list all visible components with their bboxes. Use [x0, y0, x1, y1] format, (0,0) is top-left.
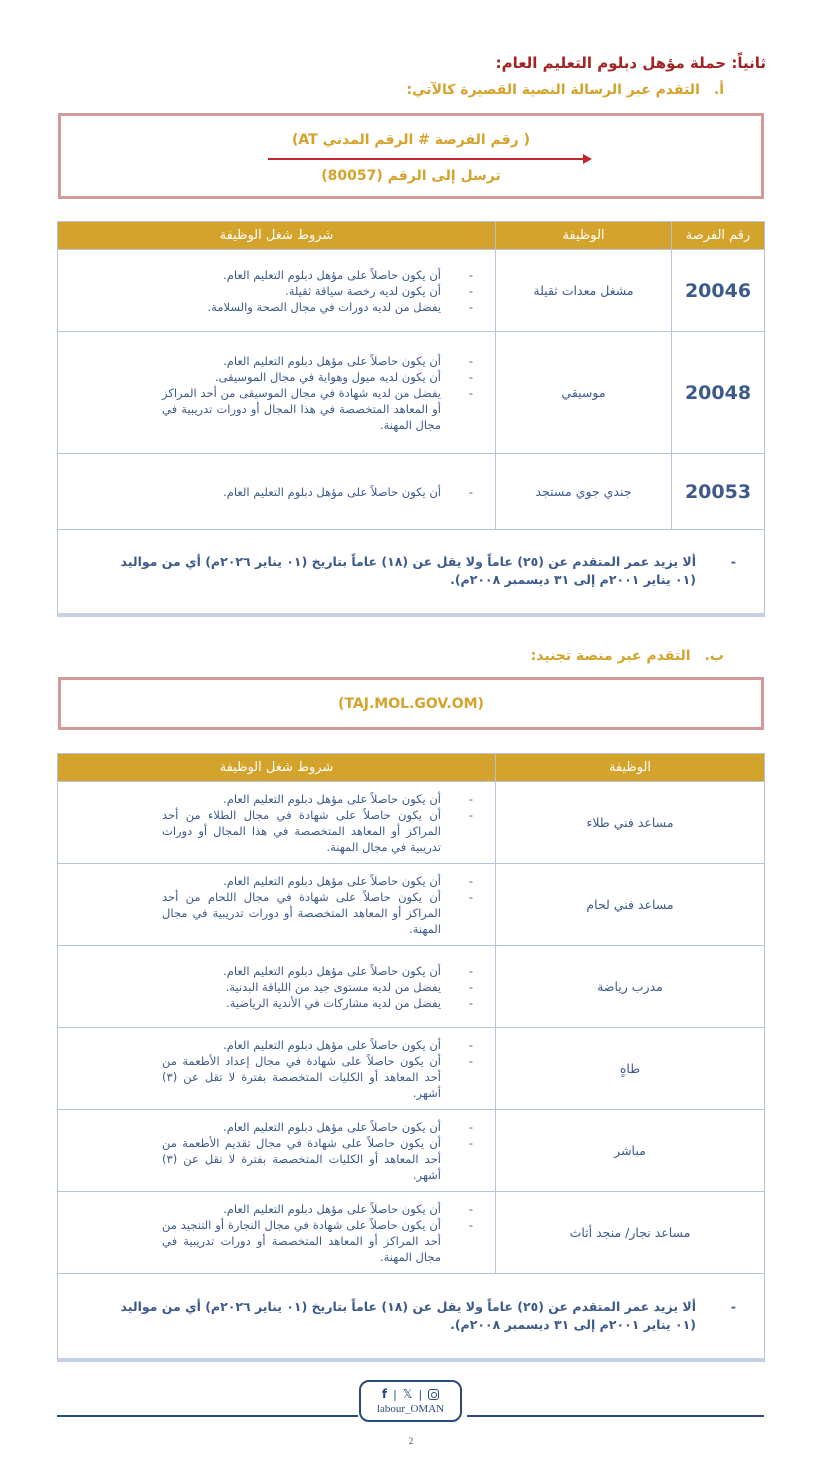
condition-item: - أن يكون حاصلاً على مؤهل دبلوم التعليم العام.: [162, 791, 473, 807]
facebook-icon[interactable]: f: [381, 1387, 388, 1401]
job-title: مساعد نجار/ منجد أثاث: [496, 1192, 765, 1274]
condition-item: - أن يكون لديه ميول وهواية في مجال الموسيقى.: [162, 369, 473, 385]
job-title: مساعد فني لحام: [496, 864, 765, 946]
condition-item: - أن يكون حاصلاً على مؤهل دبلوم التعليم العام.: [162, 1119, 473, 1135]
header-conditions: شروط شغل الوظيفة: [58, 754, 496, 782]
condition-item: - أن يكون حاصلاً على شهادة في مجال إعداد الأطعمة من أحد المعاهد أو الكليات المتخصصة بفترة لا تقل عن (٣) أشهر.: [162, 1053, 473, 1101]
age-requirement-text: - ألا يزيد عمر المتقدم عن (٢٥) عاماً ولا يقل عن (١٨) عاماً بتاريخ (٠١ يناير ٢٠٢٦م) أي من مواليد (٠١ يناير ٢٠٠١م إلى ٣١ ديسمبر ٢٠٠٨م).: [108, 1298, 736, 1334]
job-title: جندي جوي مستجد: [496, 454, 672, 530]
condition-item: - أن يكون حاصلاً على مؤهل دبلوم التعليم العام.: [162, 267, 473, 283]
job-conditions: [58, 946, 496, 1028]
sub-heading-marker: ب.: [704, 648, 724, 664]
arrow-right-icon: [268, 158, 584, 160]
job-title: مشغل معدات ثقيلة: [496, 250, 672, 332]
opportunity-number: 20048: [672, 332, 765, 454]
job-conditions: [58, 250, 496, 332]
table-row: [58, 1192, 765, 1274]
job-title: موسيقي: [496, 332, 672, 454]
platform-url[interactable]: (TAJ.MOL.GOV.OM): [338, 696, 484, 712]
condition-item: - أن يكون حاصلاً على مؤهل دبلوم التعليم العام.: [162, 1037, 473, 1053]
age-requirement-note: [58, 1274, 765, 1360]
sms-format: ( رقم الفرصة # الرقم المدني AT): [291, 132, 530, 148]
condition-item: - يفضل من لديه مشاركات في الأندية الرياضية.: [162, 995, 473, 1011]
table-header-row: [58, 754, 765, 782]
job-conditions: [58, 864, 496, 946]
opportunity-number: 20053: [672, 454, 765, 530]
job-conditions: [58, 454, 496, 530]
table-row: [58, 454, 765, 530]
table-row: [58, 946, 765, 1028]
job-conditions: [58, 1110, 496, 1192]
age-requirement-note: [58, 530, 765, 615]
opportunity-number: 20046: [672, 250, 765, 332]
x-twitter-icon[interactable]: 𝕏: [402, 1387, 413, 1401]
separator: |: [393, 1387, 397, 1401]
header-job: الوظيفة: [496, 222, 672, 250]
footer-divider-right: [467, 1415, 764, 1417]
sub-heading-marker: أ.: [713, 82, 724, 98]
condition-item: - أن يكون حاصلاً على مؤهل دبلوم التعليم العام.: [162, 353, 473, 369]
table-header-row: [58, 222, 765, 250]
condition-item: - يفضل من لديه دورات في مجال الصحة والسلامة.: [162, 299, 473, 315]
platform-url-box: [58, 677, 764, 730]
section-title: ثانياً: حملة مؤهل دبلوم التعليم العام:: [495, 54, 766, 72]
table-row: [58, 1110, 765, 1192]
condition-item: - أن يكون حاصلاً على شهادة في مجال النجارة أو التنجيد من أحد المراكز أو المعاهد المتخصصة أو دورات تدريبية في مجال المهنة.: [162, 1217, 473, 1265]
sub-heading-platform: [531, 648, 724, 664]
table-row: [58, 1028, 765, 1110]
condition-item: - أن يكون حاصلاً على مؤهل دبلوم التعليم العام.: [162, 963, 473, 979]
jobs-table-platform: [57, 753, 765, 1362]
sms-send-to: ترسل إلى الرقم (80057): [321, 168, 501, 184]
table-row: [58, 782, 765, 864]
condition-item: - أن يكون حاصلاً على شهادة في مجال الطلاء من أحد المراكز أو المعاهد المتخصصة في هذا المجال أو دورات تدريبية في مجال المهنة.: [162, 807, 473, 855]
condition-item: - أن يكون حاصلاً على مؤهل دبلوم التعليم العام.: [162, 484, 473, 500]
social-media-badge: [359, 1380, 462, 1422]
job-conditions: [58, 332, 496, 454]
sub-heading-label: التقدم عبر الرسالة النصية القصيرة كالآتي:: [406, 82, 700, 98]
condition-item: - يفضل من لديه مستوى جيد من اللياقة البدنية.: [162, 979, 473, 995]
job-conditions: [58, 782, 496, 864]
job-conditions: [58, 1192, 496, 1274]
condition-item: - أن يكون حاصلاً على مؤهل دبلوم التعليم العام.: [162, 1201, 473, 1217]
condition-item: - أن يكون لديه رخصة سياقة ثقيلة.: [162, 283, 473, 299]
page-number: 2: [408, 1436, 414, 1446]
condition-item: - أن يكون حاصلاً على مؤهل دبلوم التعليم العام.: [162, 873, 473, 889]
condition-item: - أن يكون حاصلاً على شهادة في مجال تقديم الأطعمة من أحد المعاهد أو الكليات المتخصصة بفترة لا تقل عن (٣) أشهر.: [162, 1135, 473, 1183]
header-number: رقم الفرصة: [672, 222, 765, 250]
sms-instruction-box: [58, 113, 764, 199]
condition-item: - أن يكون حاصلاً على شهادة في مجال اللحام من أحد المراكز أو المعاهد المتخصصة أو دورات تدريبية في مجال المهنة.: [162, 889, 473, 937]
table-note-row: [58, 1274, 765, 1360]
job-title: مباشر: [496, 1110, 765, 1192]
job-title: مدرب رياضة: [496, 946, 765, 1028]
sub-heading-sms: [407, 82, 724, 98]
job-title: طاهٍ: [496, 1028, 765, 1110]
footer-divider-left: [57, 1415, 358, 1417]
instagram-icon[interactable]: [428, 1389, 439, 1400]
job-title: مساعد فني طلاء: [496, 782, 765, 864]
header-job: الوظيفة: [496, 754, 765, 782]
social-handle[interactable]: labour_OMAN: [376, 1403, 445, 1415]
table-row: [58, 332, 765, 454]
age-requirement-text: - ألا يزيد عمر المتقدم عن (٢٥) عاماً ولا يقل عن (١٨) عاماً بتاريخ (٠١ يناير ٢٠٢٦م) أي من مواليد (٠١ يناير ٢٠٠١م إلى ٣١ ديسمبر ٢٠٠٨م).: [108, 553, 736, 589]
sub-heading-label: التقدم عبر منصة تجنيد:: [530, 648, 691, 664]
condition-item: - يفضل من لديه شهادة في مجال الموسيقى من أحد المراكز أو المعاهد المتخصصة في هذا المجال أو دورات تدريبية في مجال المهنة.: [162, 385, 473, 433]
table-row: [58, 864, 765, 946]
job-conditions: [58, 1028, 496, 1110]
table-row: [58, 250, 765, 332]
jobs-table-sms: [57, 221, 765, 617]
header-conditions: شروط شغل الوظيفة: [58, 222, 496, 250]
separator: |: [418, 1387, 423, 1401]
table-note-row: [58, 530, 765, 615]
